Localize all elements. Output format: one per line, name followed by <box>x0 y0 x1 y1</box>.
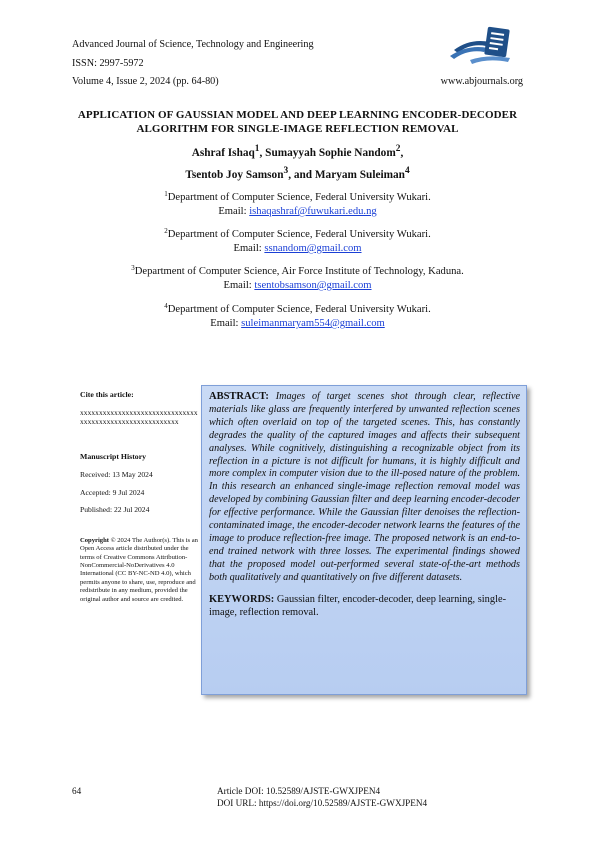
author-sup: 1 <box>254 144 260 154</box>
doi-block <box>217 786 427 809</box>
email-link[interactable]: suleimanmaryam554@gmail.com <box>241 318 385 329</box>
keywords-body: Gaussian filter, encoder-decoder, deep learning, single-image, reflection removal. <box>209 593 507 618</box>
affiliation-dept: Department of Computer Science, Federal University Wukari. <box>167 304 431 315</box>
cite-text: xxxxxxxxxxxxxxxxxxxxxxxxxxxxxxxxxxxxxxxxxxxxxxxxxxxxxxxxx <box>80 407 198 426</box>
affiliation-num: 4 <box>164 302 168 310</box>
email-label: Email: <box>218 206 250 217</box>
author-sup: 4 <box>404 166 410 176</box>
author-name: Maryam Suleiman <box>314 168 405 181</box>
affiliation-2 <box>72 228 523 256</box>
email-label: Email: <box>233 243 265 254</box>
abstract-paragraph <box>209 391 520 585</box>
author-separator: , <box>400 146 404 159</box>
page-number: 64 <box>72 786 82 796</box>
affiliation-4 <box>72 303 523 331</box>
issn: ISSN: 2997-5972 <box>72 58 144 69</box>
copyright-text: © 2024 The Author(s). This is an Open Access article distributed under the terms of Creative Commons Attribution-NonCommercial-NoDerivatives 4.0 International (CC BY-NC-ND 4.0), which permits anyone to share, use, reproduce and redistribute in any medium, provided the original author and source are credited. <box>80 536 198 603</box>
cite-heading: Cite this article: <box>80 390 134 399</box>
affiliation-dept: Department of Computer Science, Federal University Wukari. <box>167 229 431 240</box>
paper-title: APPLICATION OF GAUSSIAN MODEL AND DEEP LEARNING ENCODER-DECODER ALGORITHM FOR SINGLE-IMAGE REFLECTION REMOVAL <box>77 109 518 135</box>
affiliation-3 <box>72 265 523 293</box>
doi-url[interactable]: DOI URL: https://doi.org/10.52589/AJSTE-GWXJPEN4 <box>217 797 428 808</box>
abjournals-logo-icon <box>440 22 520 70</box>
published-date: Published: 22 Jul 2024 <box>80 505 150 515</box>
email-link[interactable]: ishaqashraf@fuwukari.edu.ng <box>249 206 377 217</box>
accepted-date: Accepted: 9 Jul 2024 <box>80 487 145 497</box>
affiliation-dept: Department of Computer Science, Federal University Wukari. <box>167 192 431 203</box>
history-heading: Manuscript History <box>80 452 147 462</box>
author-name: Sumayyah Sophie Nandom <box>265 146 396 159</box>
author-separator: , <box>259 146 266 159</box>
volume-info: Volume 4, Issue 2, 2024 (pp. 64-80) <box>72 76 219 87</box>
authors-line-2 <box>72 166 523 181</box>
abstract-label: ABSTRACT: <box>209 391 269 402</box>
article-sidebar <box>80 390 198 604</box>
author-sup: 3 <box>283 166 289 176</box>
affiliation-num: 2 <box>164 227 168 235</box>
copyright-label: Copyright <box>80 536 109 544</box>
affiliation-dept: Department of Computer Science, Air Force Institute of Technology, Kaduna. <box>134 266 464 277</box>
journal-website[interactable]: www.abjournals.org <box>440 76 523 87</box>
email-link[interactable]: ssnandom@gmail.com <box>264 243 362 254</box>
affiliation-num: 1 <box>164 190 168 198</box>
author-name: Tsentob Joy Samson <box>185 168 284 181</box>
journal-name: Advanced Journal of Science, Technology and Engineering <box>72 39 314 50</box>
author-name: Ashraf Ishaq <box>191 146 255 159</box>
email-link[interactable]: tsentobsamson@gmail.com <box>254 280 372 291</box>
email-label: Email: <box>210 318 242 329</box>
keywords-label: KEYWORDS: <box>209 593 275 605</box>
affiliation-1 <box>72 191 523 219</box>
received-date: Received: 13 May 2024 <box>80 470 153 479</box>
article-doi: Article DOI: 10.52589/AJSTE-GWXJPEN4 <box>217 786 381 796</box>
abstract-body: Images of target scenes shot through clear, reflective materials like glass are frequently interfered by unwanted reflection scenes which often overlaid on top of the targeted scenes. This, has constantly degrades the quality of the captured images and affects their subsequent analyses. While cognitively, distinguishing a recognizable object from its reflection in a picture is not difficult for humans, it is highly difficult and more complex in computer vision due to the ill-posed nature of the problem. In this research an enhanced single-image reflection removal model was developed by combining Gaussian filter and deep learning encoder-decoder for effective performance. While the Gaussian filter denoises the reflection-contaminated image, the encoder-decoder network learns the features of the image to produce reflection-free image. The proposed network is an end-to-end trained network with three losses. The experimental findings showed that the proposed model out-performed several state-of-the-art methods both qualitatively and quantitatively on five different datasets. <box>209 391 520 583</box>
email-label: Email: <box>223 280 255 291</box>
author-separator: , and <box>288 168 315 181</box>
authors-line-1 <box>72 144 523 159</box>
author-sup: 2 <box>395 144 401 154</box>
abstract-box <box>201 385 527 695</box>
copyright-notice <box>80 537 198 604</box>
affiliation-num: 3 <box>131 264 135 272</box>
keywords-paragraph <box>209 593 520 619</box>
